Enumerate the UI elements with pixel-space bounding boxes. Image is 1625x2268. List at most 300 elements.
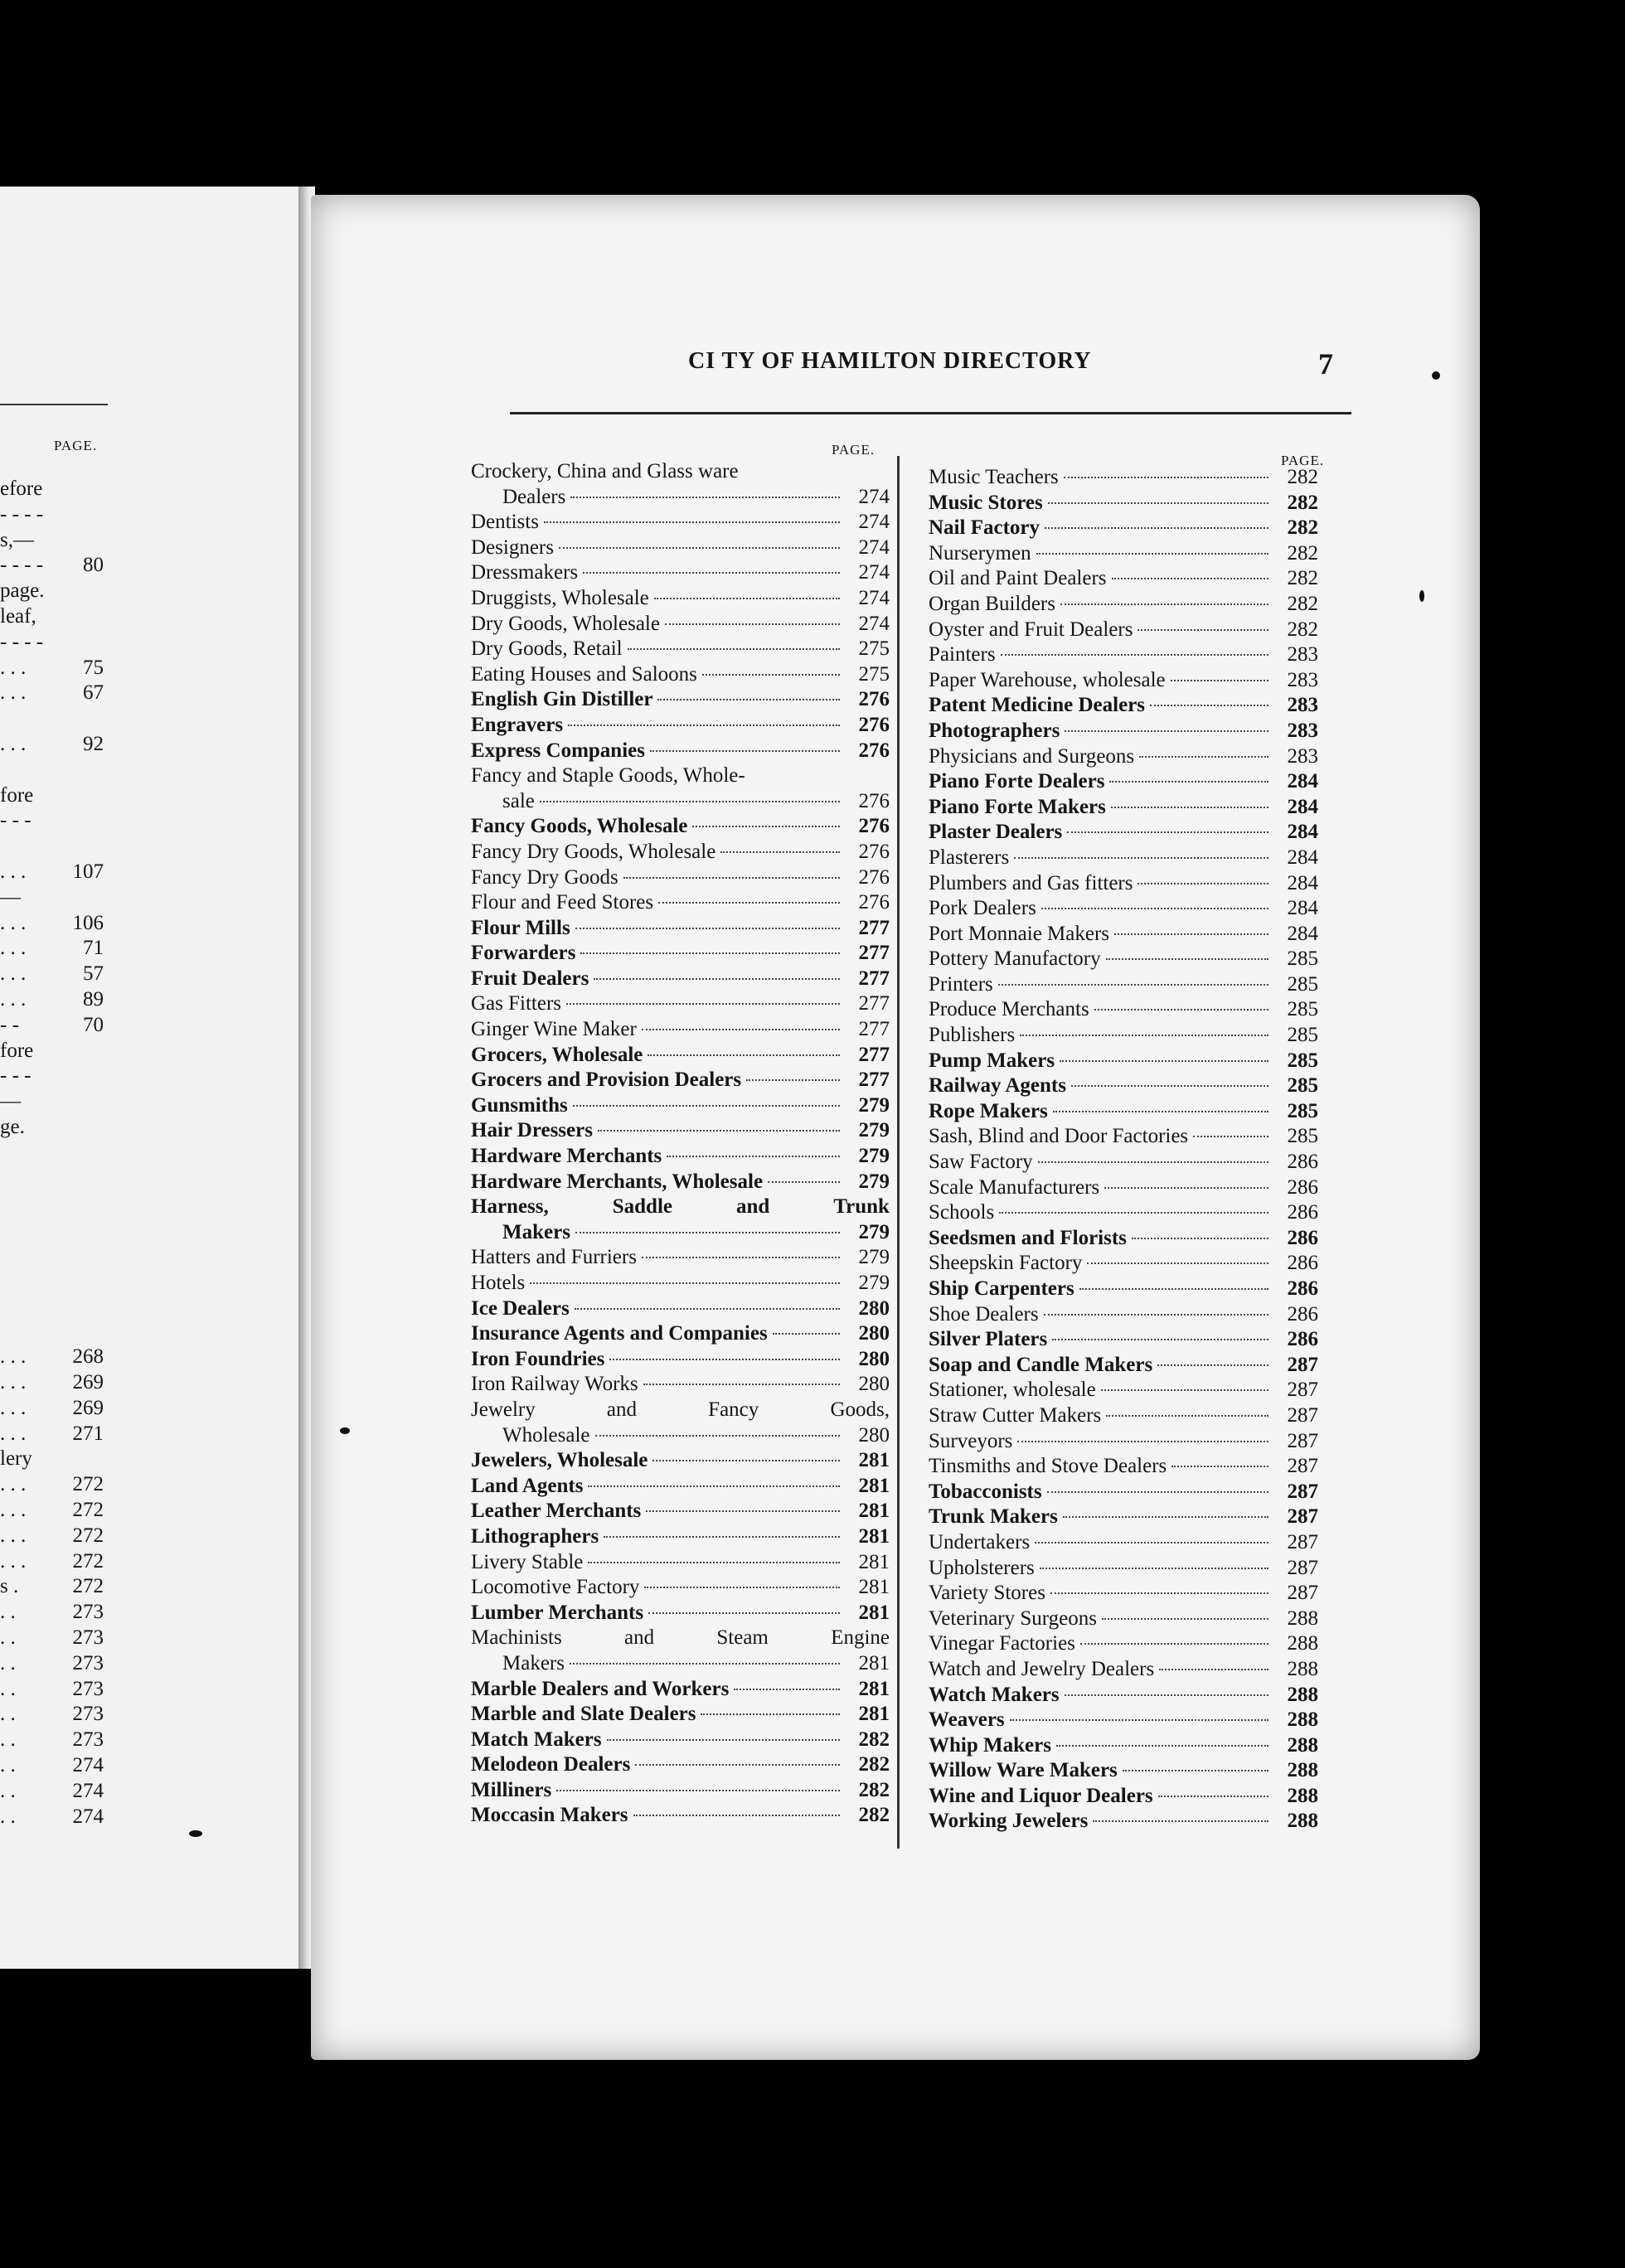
entry-name: Piano Forte Makers: [929, 795, 1106, 818]
index-entry: [471, 763, 890, 789]
entry-name: Plaster Dealers: [929, 821, 1063, 844]
entry-page-number: 274: [858, 511, 890, 534]
left-fragment-row: [0, 936, 298, 961]
entry-page-number: 279: [858, 1220, 890, 1243]
entry-word: Trunk: [833, 1195, 890, 1219]
entry-page-number: 280: [858, 1296, 890, 1320]
index-entry: [471, 789, 890, 815]
left-fragment-page: 274: [72, 1805, 104, 1828]
index-entry: [929, 1226, 1318, 1252]
left-fragment-text: ge.: [0, 1116, 25, 1138]
left-fragment-text: . . .: [0, 656, 27, 679]
index-entry: [929, 1049, 1318, 1074]
index-entry: [929, 1809, 1318, 1834]
left-fragment-text: . . .: [0, 1396, 27, 1419]
entry-page-number: 282: [1287, 541, 1318, 565]
index-entry: [929, 618, 1318, 643]
entry-page-number: 286: [1287, 1201, 1318, 1224]
entry-word: and: [736, 1195, 770, 1219]
entry-page-number: 279: [858, 1093, 890, 1117]
left-fragment-text: . . .: [0, 733, 27, 755]
leader-dots: [635, 1764, 840, 1766]
left-fragment-row: [0, 528, 298, 553]
leader-dots: [773, 1333, 840, 1335]
left-fragment-text: - - - -: [0, 554, 44, 577]
entry-name: Crockery, China and Glass ware: [471, 460, 739, 482]
entry-word: Goods,: [830, 1398, 890, 1421]
entry-page-number: 276: [858, 840, 890, 863]
index-entry: [929, 491, 1318, 516]
entry-page-number: 282: [1287, 516, 1318, 540]
left-fragment-text: . . .: [0, 681, 27, 705]
index-entry: [471, 485, 890, 511]
index-entry: [471, 1043, 890, 1069]
entry-page-number: 288: [1287, 1657, 1318, 1680]
left-fragment-text: . . .: [0, 1524, 27, 1547]
entry-name: Druggists, Wholesale: [471, 586, 649, 609]
index-entry: [929, 922, 1318, 947]
entry-page-number: 287: [1287, 1403, 1318, 1427]
entry-page-number: 283: [1287, 694, 1318, 717]
entry-word: Engine: [831, 1626, 890, 1650]
entry-page-number: 287: [1287, 1556, 1318, 1579]
entry-name: Lumber Merchants: [471, 1601, 644, 1624]
index-entry: [471, 865, 890, 891]
leader-dots: [570, 497, 840, 498]
left-fragment-row: [0, 1549, 298, 1574]
leader-dots: [1138, 629, 1268, 631]
left-fragment-text: . . .: [0, 1473, 27, 1496]
left-fragment-page: 89: [83, 988, 104, 1010]
index-entry: [929, 1378, 1318, 1403]
entry-page-number: 288: [1287, 1632, 1318, 1655]
entry-name: Hardware Merchants: [471, 1145, 662, 1168]
left-fragment-page: 80: [83, 554, 104, 577]
left-fragment-page: 57: [83, 962, 104, 986]
index-entry: [929, 972, 1318, 998]
index-entry: [929, 795, 1318, 821]
leader-dots: [1052, 1339, 1268, 1340]
entry-name: Oil and Paint Dealers: [929, 567, 1107, 590]
left-fragment-page: 75: [83, 656, 104, 679]
entry-page-number: 281: [858, 1651, 890, 1674]
index-entry: [929, 1631, 1318, 1657]
entry-page-number: 286: [1287, 1151, 1318, 1174]
leader-dots: [575, 928, 840, 929]
leader-dots: [1171, 680, 1268, 681]
page-number: 7: [1318, 347, 1333, 380]
leader-dots: [568, 724, 840, 726]
leader-dots: [644, 1587, 840, 1588]
left-fragment-row: [0, 1600, 298, 1625]
index-entry: [929, 947, 1318, 972]
entry-name: Vinegar Factories: [929, 1632, 1075, 1655]
entry-page-number: 282: [858, 1804, 890, 1827]
leader-dots: [646, 1510, 840, 1512]
leader-dots: [1071, 1085, 1268, 1087]
leader-dots: [598, 1130, 840, 1132]
entry-name: Saw Factory: [929, 1151, 1033, 1174]
entry-name: Livery Stable: [471, 1550, 584, 1573]
entry-page-number: 286: [1287, 1226, 1318, 1249]
entry-page-number: 276: [858, 891, 890, 914]
leader-dots: [1102, 1618, 1268, 1620]
entry-name: Flour Mills: [471, 916, 570, 939]
index-entry: [471, 662, 890, 688]
entry-name: Designers: [471, 536, 554, 559]
left-fragment-text: fore: [0, 1039, 34, 1062]
index-entry: [471, 1651, 890, 1677]
entry-name: Printers: [929, 972, 993, 996]
entry-name: sale: [502, 789, 535, 812]
leader-dots: [1132, 1238, 1268, 1239]
leader-dots: [642, 1029, 840, 1030]
left-fragment-text: - - - -: [0, 502, 44, 526]
entry-page-number: 288: [1287, 1708, 1318, 1732]
entry-name: Photographers: [929, 719, 1060, 742]
index-entry: [471, 1017, 890, 1043]
index-entry: [929, 1657, 1318, 1683]
left-fragment-text: . . .: [0, 911, 27, 934]
index-entry: [471, 1677, 890, 1703]
entry-page-number: 277: [858, 992, 890, 1015]
index-entry: [929, 896, 1318, 922]
entry-name: Dry Goods, Retail: [471, 637, 623, 661]
entry-name: Upholsterers: [929, 1556, 1035, 1579]
leader-dots: [654, 598, 840, 599]
entry-word: Steam: [716, 1626, 769, 1650]
index-entry: [471, 586, 890, 612]
entry-page-number: 276: [858, 688, 890, 711]
left-fragment-page: 269: [72, 1396, 104, 1419]
left-fragment-text: . .: [0, 1601, 16, 1624]
entry-page-number: 277: [858, 1069, 890, 1092]
leader-dots: [648, 1612, 840, 1614]
entry-name: Trunk Makers: [929, 1505, 1058, 1529]
left-page: [0, 187, 307, 1969]
leader-dots: [575, 1308, 840, 1310]
entry-name: Watch and Jewelry Dealers: [929, 1657, 1155, 1680]
entry-name: Insurance Agents and Companies: [471, 1322, 768, 1345]
index-entry: [929, 693, 1318, 719]
entry-page-number: 279: [858, 1272, 890, 1294]
leader-dots: [701, 1713, 840, 1715]
leader-dots: [667, 1156, 840, 1157]
left-fragment-text: . .: [0, 1754, 16, 1776]
leader-dots: [595, 1435, 840, 1437]
entry-page-number: 287: [1287, 1582, 1318, 1605]
left-fragment-text: s .: [0, 1575, 19, 1598]
entry-name: Forwarders: [471, 942, 576, 965]
leader-dots: [1067, 831, 1268, 833]
left-fragment-text: - - -: [0, 1064, 32, 1088]
entry-page-number: 279: [858, 1170, 890, 1193]
entry-name: Sheepskin Factory: [929, 1252, 1083, 1275]
left-fragment-page: 271: [72, 1422, 104, 1445]
entry-page-number: 277: [858, 916, 890, 939]
left-fragment-row: [0, 1039, 298, 1064]
index-entry: [471, 1702, 890, 1728]
leader-dots: [1112, 578, 1268, 579]
leader-dots: [594, 978, 840, 980]
left-fragment-row: [0, 783, 298, 808]
left-fragment-page: 273: [72, 1677, 104, 1700]
left-fragment-text: - -: [0, 1013, 19, 1036]
entry-name: Hotels: [471, 1272, 526, 1294]
left-fragment-row: [0, 1141, 298, 1166]
leader-dots: [1036, 553, 1268, 555]
left-fragment-text: leaf,: [0, 605, 36, 628]
entry-page-number: 288: [1287, 1683, 1318, 1706]
entry-page-number: 283: [1287, 643, 1318, 666]
entry-page-number: 274: [858, 536, 890, 559]
leader-dots: [665, 623, 840, 625]
leader-dots: [1111, 807, 1268, 808]
entry-name: [471, 1626, 890, 1651]
index-entry: [471, 1728, 890, 1753]
index-entry: [471, 1803, 890, 1829]
entry-name: Iron Railway Works: [471, 1373, 638, 1396]
left-fragment-row: [0, 656, 298, 681]
entry-page-number: 287: [1287, 1455, 1318, 1478]
entry-page-number: 280: [858, 1423, 890, 1447]
left-fragment-page: 273: [72, 1703, 104, 1726]
entry-page-number: 276: [858, 739, 890, 762]
left-fragment-row: [0, 1294, 298, 1319]
index-entry: [929, 1429, 1318, 1455]
index-entry: [471, 1778, 890, 1804]
entry-page-number: 284: [1287, 871, 1318, 894]
entry-name: Dry Goods, Wholesale: [471, 612, 660, 635]
entry-name: Lithographers: [471, 1524, 599, 1548]
leader-dots: [1060, 603, 1268, 605]
entry-name: Silver Platers: [929, 1328, 1048, 1351]
entry-name: Pottery Manufactory: [929, 947, 1101, 971]
entry-page-number: 282: [858, 1753, 890, 1776]
leader-dots: [1050, 1592, 1268, 1594]
index-entry: [929, 1353, 1318, 1379]
index-entry: [929, 1708, 1318, 1733]
left-fragment-page: 268: [72, 1345, 104, 1369]
leader-dots: [1040, 1568, 1268, 1569]
entry-page-number: 281: [858, 1449, 890, 1472]
entry-page-number: 287: [1287, 1480, 1318, 1503]
index-entry: [471, 1550, 890, 1576]
leader-dots: [556, 1790, 840, 1791]
index-entry: [471, 1093, 890, 1119]
index-entry: [929, 642, 1318, 668]
column2-page-label: PAGE.: [1281, 453, 1325, 468]
ink-speck: [189, 1830, 202, 1837]
index-entry: [471, 1626, 890, 1651]
left-fragment-row: [0, 630, 298, 655]
entry-name: Watch Makers: [929, 1683, 1060, 1706]
entry-name: Ship Carpenters: [929, 1277, 1074, 1300]
index-entry: [929, 1327, 1318, 1353]
entry-name: Organ Builders: [929, 592, 1055, 615]
leader-dots: [1080, 1643, 1268, 1645]
entry-page-number: 275: [858, 662, 890, 686]
entry-page-number: 279: [858, 1119, 890, 1142]
left-fragment-page: 106: [72, 911, 104, 934]
entry-name: Eating Houses and Saloons: [471, 662, 697, 686]
left-fragment-row: [0, 1217, 298, 1242]
left-page-label: PAGE.: [54, 438, 98, 453]
entry-name: Dressmakers: [471, 561, 579, 584]
leader-dots: [1114, 933, 1268, 935]
left-fragment-text: . .: [0, 1626, 16, 1649]
leader-dots: [1041, 908, 1268, 909]
left-fragment-page: 274: [72, 1754, 104, 1776]
left-fragment-row: [0, 885, 298, 910]
entry-name: Tinsmiths and Stove Dealers: [929, 1455, 1167, 1478]
entry-page-number: 274: [858, 612, 890, 635]
leader-dots: [998, 984, 1268, 986]
entry-name: Fancy and Staple Goods, Whole-: [471, 764, 745, 788]
entry-page-number: 284: [1287, 846, 1318, 869]
entry-name: Weavers: [929, 1708, 1005, 1732]
index-entry: [929, 1505, 1318, 1530]
left-fragment-row: [0, 1166, 298, 1191]
leader-dots: [1079, 1288, 1268, 1290]
entry-name: English Gin Distiller: [471, 688, 653, 711]
entry-name: Leather Merchants: [471, 1500, 642, 1523]
left-fragment-row: [0, 987, 298, 1012]
left-fragment-text: efore: [0, 477, 43, 500]
index-entry: [929, 1124, 1318, 1150]
entry-name: Gas Fitters: [471, 992, 562, 1015]
index-entry: [929, 592, 1318, 618]
index-entry: [929, 668, 1318, 694]
index-entry: [929, 516, 1318, 541]
entry-page-number: 285: [1287, 947, 1318, 971]
leader-dots: [642, 1257, 840, 1258]
leader-dots: [1138, 883, 1268, 884]
leader-dots: [559, 547, 840, 549]
left-fragment-page: 272: [72, 1575, 104, 1598]
index-entry: [471, 814, 890, 840]
index-entry: [929, 846, 1318, 871]
entry-page-number: 286: [1287, 1328, 1318, 1351]
left-fragment-row: [0, 834, 298, 859]
left-fragment-row: [0, 1574, 298, 1599]
leader-dots: [570, 1663, 840, 1665]
leader-dots: [1104, 1187, 1268, 1189]
leader-dots: [1045, 527, 1268, 529]
left-fragment-row: [0, 502, 298, 527]
entry-name: Pump Makers: [929, 1049, 1055, 1072]
entry-name: Plumbers and Gas fitters: [929, 871, 1133, 894]
index-entry: [929, 820, 1318, 846]
index-entry: [471, 687, 890, 713]
entry-name: Music Stores: [929, 491, 1043, 514]
entry-page-number: 282: [858, 1778, 890, 1801]
entry-page-number: 281: [858, 1474, 890, 1497]
index-entry: [471, 560, 890, 586]
entry-page-number: 276: [858, 815, 890, 838]
left-fragment-text: . . .: [0, 1345, 27, 1369]
entry-name: Dealers: [502, 485, 566, 508]
left-fragment-page: 273: [72, 1651, 104, 1674]
entry-page-number: 282: [858, 1728, 890, 1751]
left-fragment-text: . .: [0, 1728, 16, 1752]
entry-name: Fruit Dealers: [471, 967, 589, 990]
left-fragment-row: [0, 860, 298, 884]
leader-dots: [1065, 1694, 1268, 1696]
leader-dots: [583, 572, 840, 574]
entry-name: Pork Dealers: [929, 897, 1036, 920]
entry-page-number: 276: [858, 789, 890, 812]
index-entry: [929, 1150, 1318, 1175]
entry-page-number: 287: [1287, 1505, 1318, 1529]
entry-word: Fancy: [708, 1398, 759, 1421]
leader-dots: [1047, 1491, 1268, 1493]
entry-name: Scale Manufacturers: [929, 1175, 1100, 1199]
left-fragment-page: 272: [72, 1499, 104, 1521]
index-entry: [929, 1099, 1318, 1125]
entry-name: Iron Foundries: [471, 1347, 605, 1370]
entry-name: Flour and Feed Stores: [471, 891, 654, 914]
entry-page-number: 288: [1287, 1606, 1318, 1630]
index-entry: [929, 719, 1318, 744]
left-fragment-row: [0, 1728, 298, 1752]
left-fragment-page: 272: [72, 1524, 104, 1547]
left-fragment-row: [0, 1524, 298, 1548]
entry-word: and: [606, 1398, 638, 1421]
left-fragment-row: [0, 758, 298, 783]
left-fragment-text: . . .: [0, 1499, 27, 1521]
entry-name: Fancy Dry Goods: [471, 865, 618, 889]
entry-name: Seedsmen and Florists: [929, 1226, 1127, 1249]
ink-speck: [340, 1427, 350, 1434]
index-entry: [471, 1170, 890, 1195]
index-entry: [471, 612, 890, 637]
entry-name: Schools: [929, 1201, 995, 1224]
index-entry: [929, 769, 1318, 795]
left-fragment-text: s,—: [0, 528, 34, 551]
entry-name: Fancy Goods, Wholesale: [471, 815, 688, 838]
index-entry: [471, 916, 890, 942]
left-fragment-row: [0, 604, 298, 629]
entry-name: Painters: [929, 643, 996, 666]
left-fragment-text: . . .: [0, 1422, 27, 1445]
entry-name: Veterinary Surgeons: [929, 1606, 1097, 1630]
leader-dots: [588, 1562, 840, 1563]
leader-dots: [566, 1003, 840, 1005]
leader-dots: [1193, 1136, 1268, 1137]
leader-dots: [623, 877, 840, 879]
entry-page-number: 277: [858, 1018, 890, 1041]
entry-name: Stationer, wholesale: [929, 1379, 1096, 1402]
index-entry: [471, 1601, 890, 1626]
entry-name: Publishers: [929, 1024, 1016, 1047]
index-entry: [929, 541, 1318, 567]
leader-dots: [1035, 1542, 1268, 1544]
entry-page-number: 287: [1287, 1379, 1318, 1402]
left-fragment-text: . .: [0, 1779, 16, 1802]
left-top-rule: [0, 404, 108, 405]
entry-page-number: 275: [858, 637, 890, 661]
entry-name: Marble and Slate Dealers: [471, 1703, 696, 1726]
entry-word: Saddle: [612, 1195, 673, 1219]
entry-name: Port Monnaie Makers: [929, 922, 1110, 945]
leader-dots: [1065, 730, 1268, 732]
entry-name: Paper Warehouse, wholesale: [929, 668, 1166, 691]
entry-page-number: 287: [1287, 1353, 1318, 1376]
entry-name: Shoe Dealers: [929, 1302, 1039, 1325]
index-entry: [929, 1530, 1318, 1556]
leader-dots: [1001, 654, 1268, 656]
